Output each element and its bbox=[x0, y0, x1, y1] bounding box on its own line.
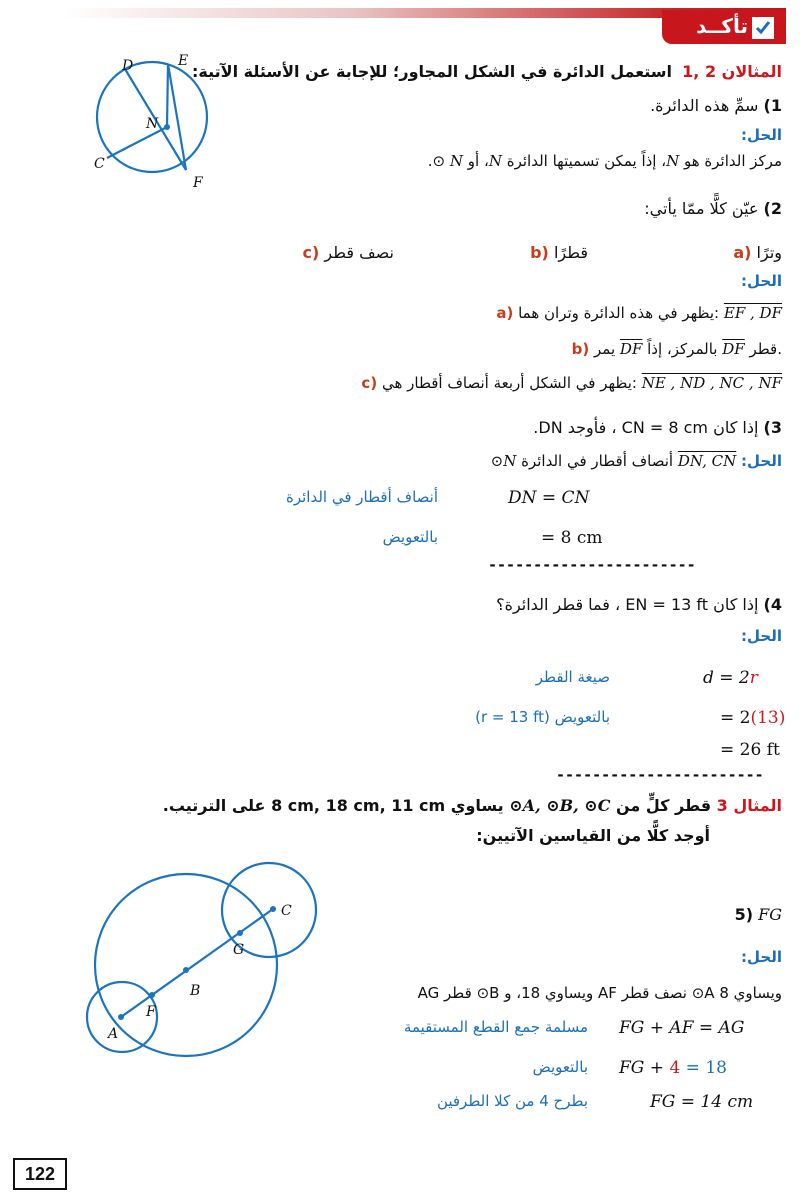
q4-divider: ----------------------- bbox=[556, 766, 764, 784]
q2-answer-a bbox=[496, 304, 782, 322]
q2-solution-label: الحل: bbox=[741, 272, 782, 290]
q2-text: عيّن كلًّا ممّا يأتي: bbox=[644, 199, 759, 218]
fig1-label-c: C bbox=[94, 156, 105, 172]
q4-line1-math-r: r bbox=[749, 668, 758, 688]
fig1-label-d: D bbox=[122, 58, 134, 74]
q1-answer-n2: N bbox=[488, 152, 502, 170]
q5-line3-reason: بطرح 4 من كلا الطرفين bbox=[436, 1092, 588, 1110]
q5-line2-math bbox=[619, 1058, 727, 1078]
q2-answer-a-letter: a) bbox=[496, 304, 514, 322]
q5-line1-math: FG + AF = AG bbox=[619, 1018, 745, 1038]
q4-number: 4) bbox=[763, 595, 782, 614]
q3-text: إذا كان CN = 8 cm ، فأوجد DN. bbox=[533, 418, 759, 437]
q2-answer-b-seg1: DF bbox=[619, 340, 643, 358]
q3-solution bbox=[491, 452, 782, 470]
q3-number: 3) bbox=[763, 418, 782, 437]
q5-line2-math-c: = 18 bbox=[680, 1058, 727, 1078]
q4-solution-label: الحل: bbox=[741, 627, 782, 645]
ex3-text1-mid: يساوي bbox=[450, 796, 504, 815]
fig1-label-n: N bbox=[146, 116, 159, 132]
q1-answer-or: ، أو bbox=[467, 152, 489, 170]
q2-answer-c-math: NE , ND , NC , NF bbox=[641, 374, 782, 392]
fig2-label-g: G bbox=[233, 942, 245, 958]
q2-option-c-text: نصف قطر bbox=[324, 243, 394, 262]
q1-solution-label: الحل: bbox=[741, 126, 782, 144]
q2-option-b-letter: b) bbox=[530, 243, 549, 262]
q1-answer-n3: N bbox=[449, 152, 464, 170]
q2-answer-b-seg2: DF bbox=[722, 340, 745, 358]
three-circles-figure bbox=[58, 838, 328, 1068]
q2-answer-a-text: يظهر في هذه الدائرة وتران هما: bbox=[518, 304, 720, 322]
q1-number: 1) bbox=[763, 96, 782, 115]
circle-dot-icon: ⊙ bbox=[432, 152, 446, 170]
fig2-label-a: A bbox=[108, 1026, 119, 1042]
q4-line2-reason: بالتعويض (r = 13 ft) bbox=[475, 708, 610, 726]
q4-line2-math-a: = 2 bbox=[720, 708, 751, 728]
q3-line2-math: = 8 cm bbox=[541, 528, 603, 548]
fig2-label-f: F bbox=[146, 1004, 156, 1020]
q2-answer-a-math: EF , DF bbox=[723, 304, 782, 322]
q3-solution-label: الحل: bbox=[741, 452, 782, 470]
q5-text: FG bbox=[758, 905, 782, 924]
q2-option-a-letter: a) bbox=[733, 243, 752, 262]
q2-option-c-letter: c) bbox=[302, 243, 320, 262]
q4-line1-math bbox=[703, 668, 758, 688]
ex3-text1-values: 8 cm, 18 cm, 11 cm bbox=[271, 796, 446, 815]
q2-answer-b-letter: b) bbox=[571, 340, 590, 358]
q5-line bbox=[735, 905, 782, 924]
q5-line1-reason: مسلمة جمع القطع المستقيمة bbox=[403, 1018, 588, 1036]
q2-option-c bbox=[303, 243, 394, 262]
q1-answer-n1: N bbox=[666, 152, 680, 170]
q2-answer-b-post: قطر. bbox=[749, 340, 782, 358]
q5-line2-math-a: FG + bbox=[619, 1058, 670, 1078]
q5-solution-label: الحل: bbox=[741, 948, 782, 966]
ex3-text1-post: على الترتيب. bbox=[162, 796, 266, 815]
q5-line2-reason: بالتعويض bbox=[532, 1058, 588, 1076]
checkbox-icon bbox=[752, 17, 774, 39]
q2-option-a bbox=[733, 243, 782, 262]
q4-line2-math-b: (13) bbox=[750, 708, 786, 728]
q3-solution-text: أنصاف أقطار في الدائرة bbox=[521, 452, 674, 470]
q4-line1-math-a: d = 2 bbox=[703, 668, 750, 688]
q4-text: إذا كان EN = 13 ft ، فما قطر الدائرة؟ bbox=[496, 595, 759, 614]
q2-answer-c-text: يظهر في الشكل أربعة أنصاف أقطار هي: bbox=[381, 374, 637, 392]
q4-line2-math bbox=[720, 708, 785, 728]
q4-line3-math: = 26 ft bbox=[720, 740, 780, 760]
q1-line bbox=[650, 96, 782, 115]
q1-text: سمِّ هذه الدائرة. bbox=[650, 96, 759, 115]
fig2-label-c: C bbox=[281, 903, 292, 919]
q2-answer-b-mid: بالمركز، إذاً bbox=[647, 340, 718, 358]
q2-option-a-text: وترًا bbox=[756, 243, 782, 262]
q2-line bbox=[644, 199, 782, 218]
fig1-label-f: F bbox=[193, 175, 203, 191]
example-instruction: استعمل الدائرة في الشكل المجاور؛ للإجابة عن الأسئلة الآتية: bbox=[192, 62, 672, 81]
q5-number: 5) bbox=[734, 905, 754, 924]
q5-line3-math: FG = 14 cm bbox=[650, 1092, 754, 1112]
example-label: المثالان 2 ,1 bbox=[682, 62, 782, 81]
q5-line2-math-b: 4 bbox=[669, 1058, 681, 1078]
q1-answer: مركز الدائرة هو N، إذاً يمكن تسميتها الدائرة N، أو N ⊙. bbox=[427, 152, 782, 170]
q3-solution-circle: ⊙N bbox=[490, 452, 517, 470]
q2-number: 2) bbox=[763, 199, 782, 218]
header-title: تأكــد bbox=[696, 14, 748, 38]
q1-answer-pre: مركز الدائرة هو bbox=[683, 152, 782, 170]
ex3-text1-pre: قطر كلٍّ من bbox=[616, 796, 712, 815]
q5-solution-line: AG قطر ⊙B ويساوي 18، و AF نصف قطر ⊙A ويساوي 8 bbox=[417, 984, 782, 1002]
q1-answer-mid: ، إذاً يمكن تسميتها الدائرة bbox=[506, 152, 667, 170]
q2-option-b bbox=[530, 243, 588, 262]
q3-line bbox=[533, 418, 782, 437]
q3-divider: ----------------------- bbox=[488, 556, 696, 574]
q4-line bbox=[496, 595, 782, 614]
q4-line1-reason: صيغة القطر bbox=[535, 668, 610, 686]
q3-line2-reason: بالتعويض bbox=[382, 528, 438, 546]
fig1-label-e: E bbox=[178, 53, 189, 69]
q3-line1-math: DN = CN bbox=[508, 488, 590, 508]
q2-answer-b-pre: يمر bbox=[594, 340, 616, 358]
ex3-text1-circles: ⊙A, ⊙B, ⊙C bbox=[509, 796, 611, 815]
q2-answer-b bbox=[572, 340, 782, 358]
q2-option-b-text: قطرًا bbox=[553, 243, 588, 262]
q3-solution-segs: DN, CN bbox=[677, 452, 737, 470]
page-number: 122 bbox=[13, 1158, 67, 1190]
q2-answer-c-letter: c) bbox=[361, 374, 378, 392]
q2-answer-c bbox=[361, 374, 782, 392]
q3-line1-reason: أنصاف أقطار في الدائرة bbox=[286, 488, 438, 506]
ex3-text2: أوجد كلًّا من القياسين الآتيين: bbox=[476, 826, 710, 845]
ex3-line1 bbox=[163, 796, 782, 815]
fig2-label-b: B bbox=[190, 983, 201, 999]
ex3-label: المثال 3 bbox=[716, 796, 782, 815]
